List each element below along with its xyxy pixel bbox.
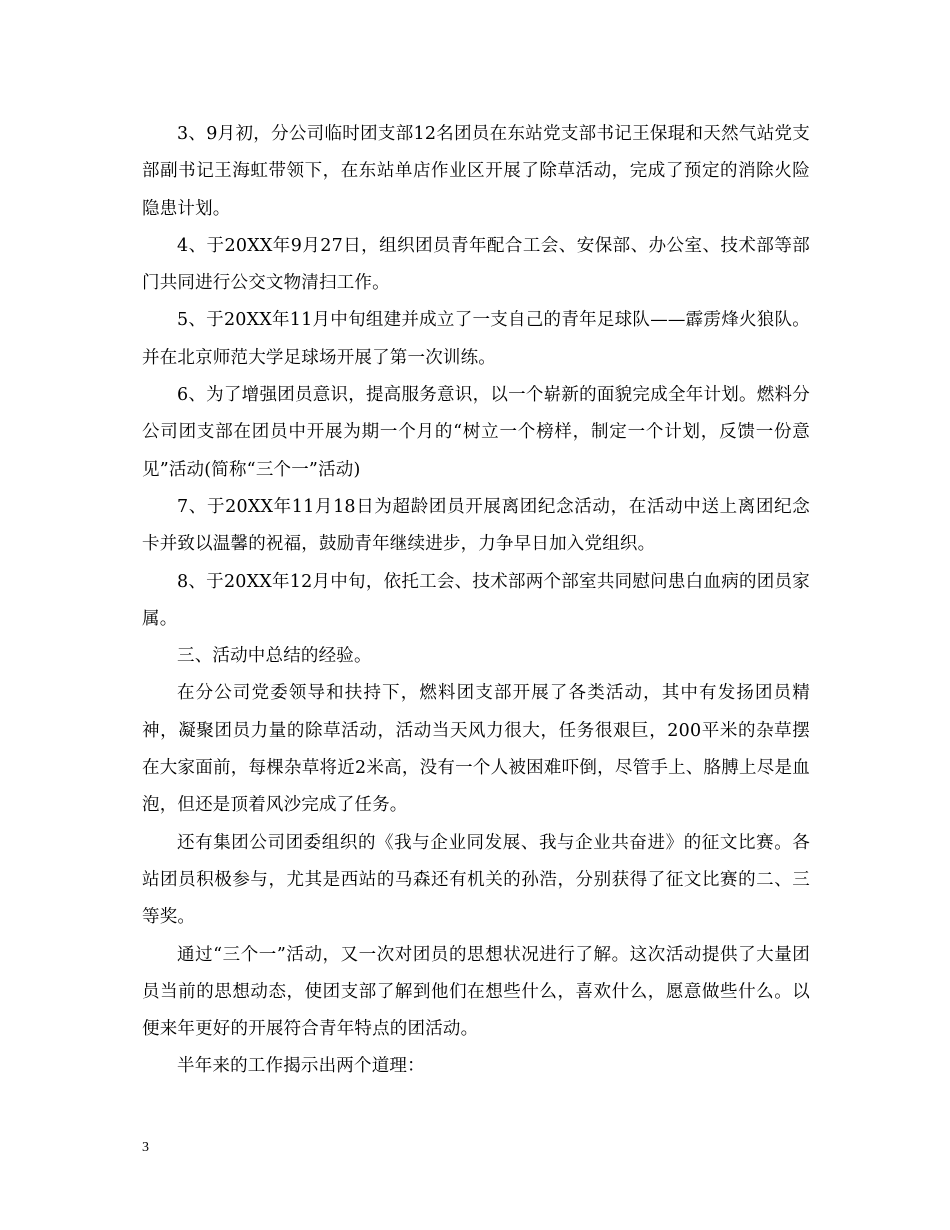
document-body [142,116,810,1086]
section-heading-experience: 三、活动中总结的经验。 [177,646,372,667]
paragraph-essay-contest: 还有集团公司团委组织的《我与企业同发展、我与企业共奋进》的征文比赛。各站团员积极参与，尤其是西站的马森还有机关的孙浩，分别获得了征文比赛的二、三等奖。 [142,832,810,928]
paragraph-item-5: 5、于20XX年11月中旬组建并成立了一支自己的青年足球队——霹雳烽火狼队。并在北京师范大学足球场开展了第一次训练。 [142,310,810,368]
paragraph-two-lessons-intro: 半年来的工作揭示出两个道理： [177,1056,425,1077]
paragraph-item-4: 4、于20XX年9月27日，组织团员青年配合工会、安保部、办公室、技术部等部门共同进行公交文物清扫工作。 [142,235,810,294]
page-number: 3 [142,1140,149,1155]
paragraph-item-3: 3、9月初，分公司临时团支部12名团员在东站党支部书记王保琨和天然气站党支部副书记王海虹带领下，在东站单店作业区开展了除草活动，完成了预定的消除火险隐患计划。 [142,124,810,219]
paragraph-three-ones-activity: 通过“三个一”活动，又一次对团员的思想状况进行了解。这次活动提供了大量团员当前的思想动态，使团支部了解到他们在想些什么，喜欢什么，愿意做些什么。以便来年更好的开展符合青年特点的团活动。 [142,944,810,1040]
paragraph-item-8: 8、于20XX年12月中旬，依托工会、技术部两个部室共同慰问患白血病的团员家属。 [142,571,810,629]
paragraph-item-6: 6、为了增强团员意识，提高服务意识，以一个崭新的面貌完成全年计划。燃料分公司团支部在团员中开展为期一个月的“树立一个榜样，制定一个计划，反馈一份意见”活动(简称“三个一”活动) [142,385,810,480]
paragraph-weeding-experience: 在分公司党委领导和扶持下，燃料团支部开展了各类活动，其中有发扬团员精神，凝聚团员力量的除草活动，活动当天风力很大，任务很艰巨，200平米的杂草摆在大家面前，每棵杂草将近2米高，没有一个人被困难吓倒，尽管手上、胳膊上尽是血泡，但还是顶着风沙完成了任务。 [142,683,810,816]
paragraph-item-7: 7、于20XX年11月18日为超龄团员开展离团纪念活动，在活动中送上离团纪念卡并致以温馨的祝福，鼓励青年继续进步，力争早日加入党组织。 [142,496,810,555]
